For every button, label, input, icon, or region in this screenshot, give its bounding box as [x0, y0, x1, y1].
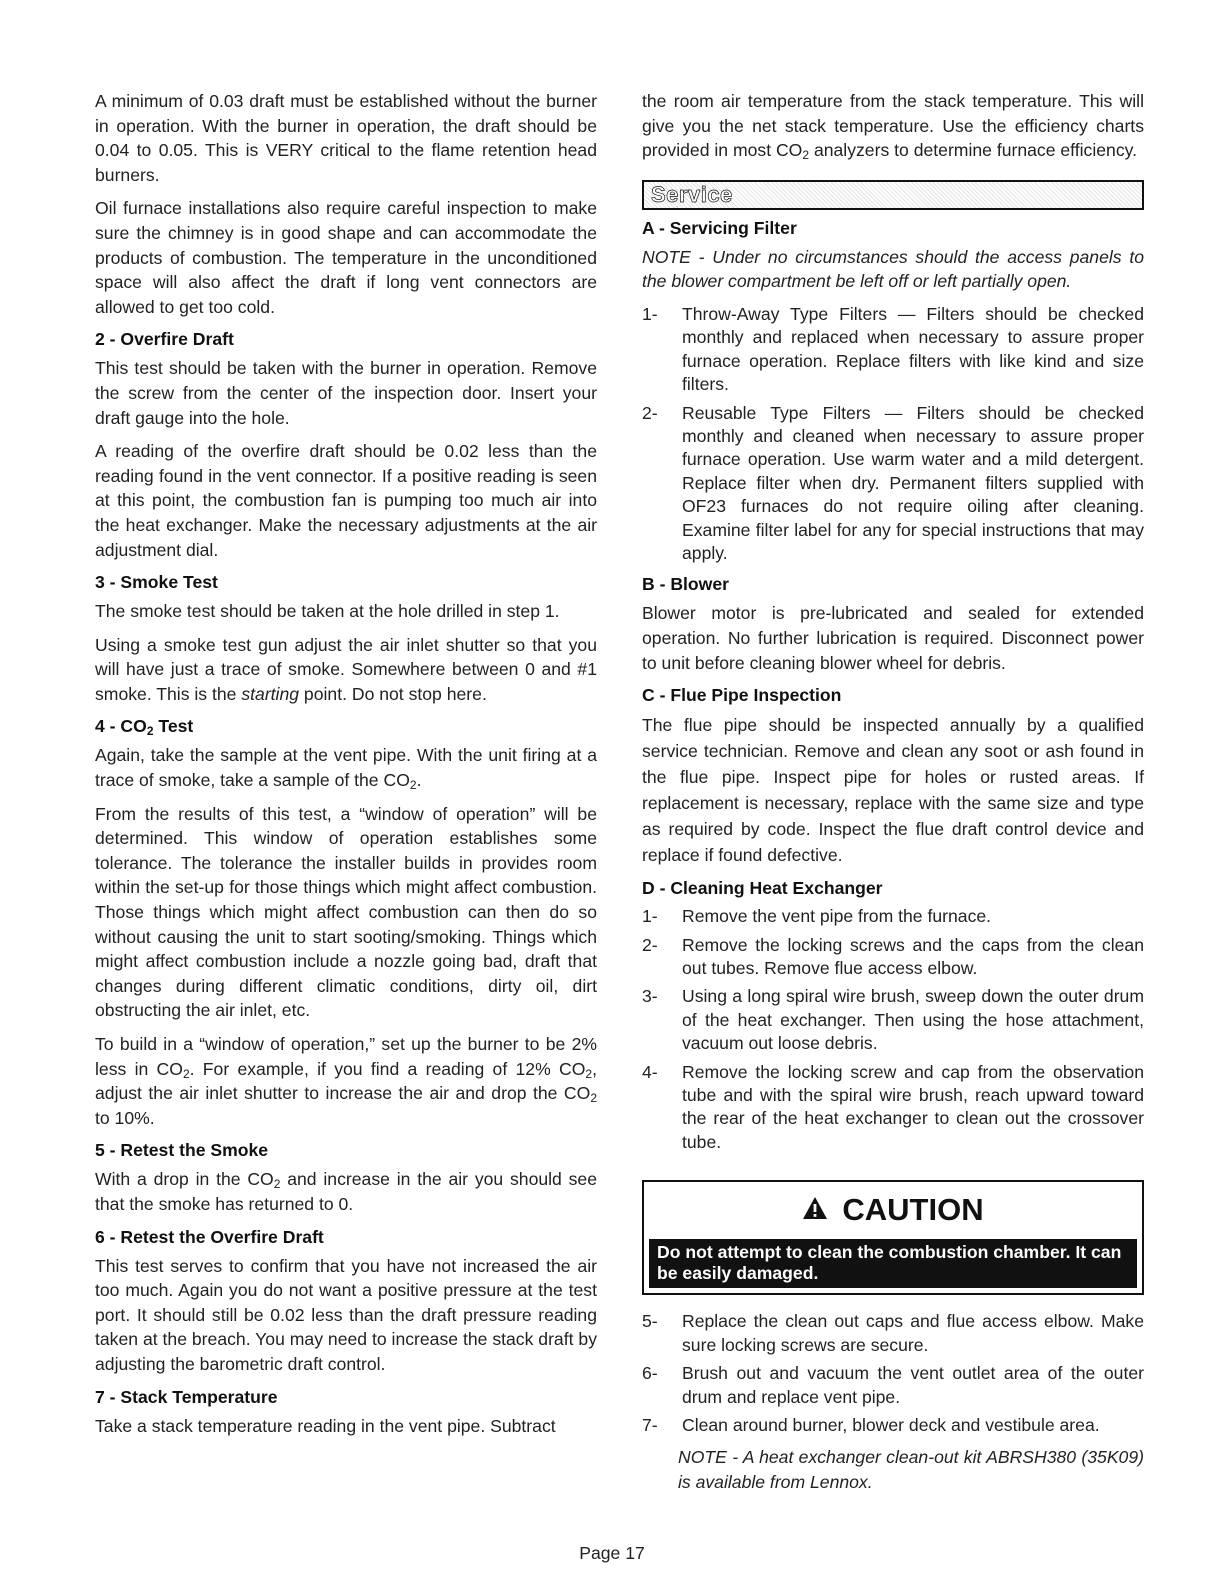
retest-overfire-paragraph: This test serves to confirm that you have not increased the air too much. Again you do not want a positive pressure at the test port. It should still be 0.02 less than the draft pressure reading taken at the breach. You may need to increase the stack draft by adjusting the barometric draft control.	[95, 1255, 597, 1374]
warning-triangle-icon	[802, 1192, 842, 1228]
blower-paragraph: Blower motor is pre-lubricated and sealed for extended operation. No further lubrication is required. Disconnect power to unit before cleaning blower wheel for debris.	[642, 603, 1144, 673]
caution-message: Do not attempt to clean the combustion chamber. It can be easily damaged.	[649, 1239, 1137, 1288]
left-column	[95, 89, 597, 1447]
list-item: 6- Brush out and vacuum the vent outlet area of the outer drum and replace vent pipe.	[642, 1363, 1144, 1407]
caution-title-text: CAUTION	[842, 1192, 984, 1228]
co2-test-paragraph-1: Again, take the sample at the vent pipe. With the unit firing at a trace of smoke, take a sample of the $CO_2$.	[95, 745, 597, 793]
blower-heading: B - Blower	[642, 574, 729, 595]
cleaning-heat-exchanger-heading: D - Cleaning Heat Exchanger	[642, 878, 883, 899]
clean-out-kit-note: NOTE - A heat exchanger clean-out kit ABRSH380 (35K09) is available from Lennox.	[678, 1447, 1144, 1492]
retest-smoke-heading: 5 - Retest the Smoke	[95, 1140, 269, 1161]
filter-list	[642, 303, 1144, 565]
list-item: 5- Replace the clean out caps and flue access elbow. Make sure locking screws are secure.	[642, 1311, 1144, 1355]
chimney-paragraph: Oil furnace installations also require careful inspection to make sure the chimney is in good shape and can accommodate the products of combustion. The temperature in the unconditioned space will also affect the draft if long vent connectors are allowed to get too cold.	[95, 198, 597, 317]
service-section-banner	[642, 180, 1144, 210]
list-item: 2- Reusable Type Filters — Filters should be checked monthly and cleaned when necessary to assure proper furnace operation. Use warm water and a mild detergent. Replace filter when dry. Permanent filters supplied with OF23 furnaces do not require oiling after cleaning. Examine filter label for any for special instructions that may apply.	[642, 402, 1144, 564]
co2-test-paragraph-3: To build in a “window of operation,” set up the burner to be 2% less in $CO_2$. For example, if you find a reading of 12% $CO_2$, adjust the air inlet shutter to increase the air and drop the $CO_2$ to 10%.	[95, 1034, 597, 1128]
draft-paragraph: A minimum of 0.03 draft must be established without the burner in operation. With the burner in operation, the draft should be 0.04 to 0.05. This is VERY critical to the flame retention head burners.	[95, 91, 597, 185]
right-column	[642, 89, 1144, 1504]
smoke-test-paragraph-2: Using a smoke test gun adjust the air inlet shutter so that you will have just a trace of smoke. Somewhere between 0 and #1 smoke. This is the starting point. Do not stop here.	[95, 634, 597, 704]
overfire-draft-paragraph-2: A reading of the overfire draft should be 0.02 less than the reading found in the vent connector. If a positive reading is seen at this point, the combustion fan is pumping too much air into the heat exchanger. Make the necessary adjustments at the air adjustment dial.	[95, 441, 597, 560]
stack-temperature-continued: the room air temperature from the stack temperature. This will give you the net stack temperature. Use the efficiency charts provided in most $CO_2$ analyzers to determine furnace efficiency.	[642, 91, 1144, 163]
retest-smoke-paragraph: With a drop in the $CO_2$ and increase in the air you should see that the smoke has returned to 0.	[95, 1169, 597, 1214]
list-item: 2- Remove the locking screws and the caps from the clean out tubes. Remove flue access elbow.	[642, 934, 1144, 979]
overfire-draft-heading: 2 - Overfire Draft	[95, 329, 234, 350]
co2-test-heading: $4 - CO_2$ Test	[95, 716, 194, 739]
list-item: 1- Remove the vent pipe from the furnace.	[642, 906, 992, 927]
stack-temperature-paragraph: Take a stack temperature reading in the vent pipe. Subtract	[95, 1415, 556, 1436]
smoke-test-paragraph-1: The smoke test should be taken at the hole drilled in step 1.	[95, 601, 560, 622]
list-item: 1- Throw-Away Type Filters — Filters should be checked monthly and replaced when necessary to assure proper furnace operation. Replace filters with like kind and size filters.	[642, 303, 1144, 395]
servicing-filter-heading: A - Servicing Filter	[642, 217, 797, 238]
list-item: 3- Using a long spiral wire brush, sweep down the outer drum of the heat exchanger. Then using the hose attachment, vacuum out loose debris.	[642, 986, 1144, 1054]
caution-box	[642, 1180, 1144, 1295]
retest-overfire-heading: 6 - Retest the Overfire Draft	[95, 1226, 324, 1247]
list-item: 4- Remove the locking screw and cap from the observation tube and with the spiral wire brush, reach upward toward the rear of the heat exchanger to clean out the crossover tube.	[642, 1061, 1144, 1152]
smoke-test-heading: 3 - Smoke Test	[95, 572, 218, 593]
flue-pipe-paragraph: The flue pipe should be inspected annually by a qualified service technician. Remove and clean any soot or ash found in the flue pipe. Inspect pipe for holes or rusted areas. If replacement is necessary, replace with the same size and type as required by code. Inspect the flue draft control device and replace if found defective.	[642, 715, 1144, 866]
page-number: Page 17	[579, 1543, 645, 1563]
cleaning-steps-list-continued	[642, 1310, 1144, 1437]
flue-pipe-heading: C - Flue Pipe Inspection	[642, 685, 842, 706]
caution-title	[649, 1192, 1137, 1228]
co2-test-paragraph-2: From the results of this test, a “window of operation” will be determined. This window of operation establishes some tolerance. The tolerance the installer builds in provides room within the set-up for those things which might affect combustion. Those things which might affect combustion can then do so without causing the unit to start sooting/smoking. Things which might affect combustion include a nozzle going bad, draft that changes during different climatic conditions, dirty oil, dirt obstructing the air inlet, etc.	[95, 803, 597, 1021]
starting-emphasis: starting	[241, 683, 300, 704]
overfire-draft-paragraph-1: This test should be taken with the burner in operation. Remove the screw from the center of the inspection door. Insert your draft gauge into the hole.	[95, 358, 597, 428]
list-item: 7- Clean around burner, blower deck and vestibule area.	[642, 1414, 1100, 1435]
stack-temperature-heading: 7 - Stack Temperature	[95, 1386, 278, 1407]
service-banner-label: Service	[651, 181, 733, 207]
access-panel-note: NOTE - Under no circumstances should the access panels to the blower compartment be left off or left partially open.	[642, 246, 1144, 292]
cleaning-steps-list	[642, 905, 1144, 1154]
